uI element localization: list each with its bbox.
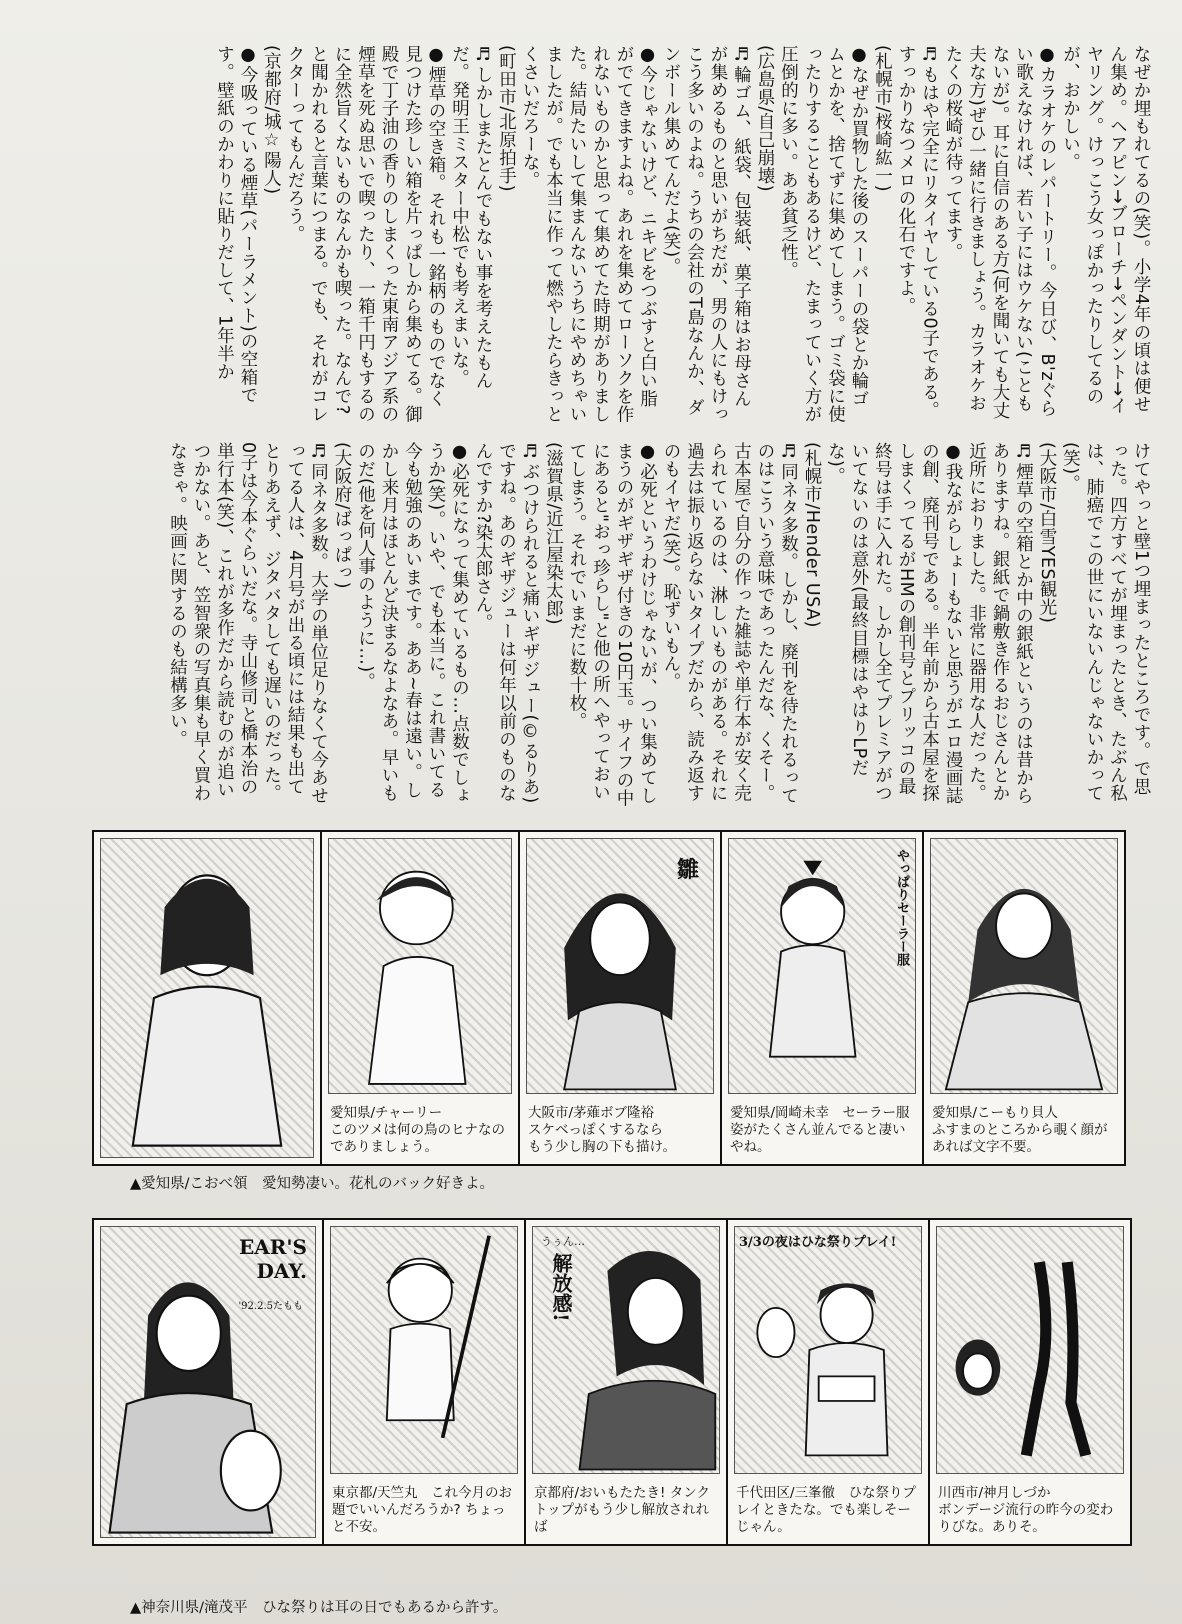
letter-paragraph: (京都府/城☆陽人)	[261, 45, 282, 195]
art-lettering: 解放感!	[549, 1253, 573, 1322]
panel-caption: 大阪市/茅薙ボブ隆裕 スケベっぽくするなら もう少し胸の下も描け。	[528, 1105, 676, 1155]
illustration-art	[734, 1226, 922, 1474]
illustration-art	[728, 838, 916, 1094]
reader-letters-lower	[112, 442, 1152, 812]
art-lettering: 雛	[676, 857, 699, 883]
panel-caption: 愛知県/岡崎未幸 セーラー服姿がたくさん並んでると凄いやね。	[730, 1105, 910, 1155]
letter-paragraph: (滋賀県/近江屋染太郎)	[543, 442, 564, 626]
letter-paragraph: (大阪市/白雪YES観光)	[1037, 442, 1057, 624]
illustration-panel-7	[322, 1218, 526, 1546]
art-lettering-small: うぅん…	[541, 1235, 585, 1248]
panel-caption: 東京都/天竺丸 これ今月のお題でいいんだろうか? ちょっと不安。	[332, 1485, 513, 1535]
panel-caption: 川西市/神月しづか ボンデージ流行の昨今の変わりびな。ありそ。	[938, 1485, 1114, 1535]
panel-caption: 京都府/おいもたたき! タンクトップがもう少し解放されれば	[534, 1485, 710, 1535]
letter-paragraph: ♬煙草の空箱とか中の銀紙というのは昔からありますね。銀紙で鍋敷き作るおじさんとか近所におりました。非常に器用な人だった。	[966, 442, 1034, 805]
letter-paragraph: (札幌市/桜崎紘一)	[872, 45, 893, 193]
letter-paragraph: ●今じゃないけど、ニキビをつぶすと白い脂がでてきますよね。あれを集めてローソクを作れないものかと思って集めてた時期がありました。結局たいして集まんないうちにやめちゃいましたが。でも本当に作って燃やしたらきっとくさいだろーな。	[520, 45, 658, 423]
letter-paragraph: ●我ながらしょーもないと思うがエロ漫画誌の創、廃刊号である。半年前から古本屋を探しまくってるがHMの創刊号とプリッコの最終号は手に入れた。しかし全てプレミアがついてないのは意外(最終目標はやはりLPだな)。	[825, 442, 963, 805]
illustration-art	[930, 838, 1118, 1094]
panel-caption: 愛知県/チャーリー このツメは何の鳥のヒナなのでありましょう。	[330, 1105, 505, 1155]
illustration-panel-5	[922, 830, 1126, 1166]
letter-paragraph: ●煙草の空き箱。それも一銘柄のものでなく見つけた珍しい箱を片っぱしから集めてる。御殿で丁子油の香りのしまくった東南アジア系の煙草を死ぬ思いで喫ったり、一箱千円もするのに全然旨くないものなんかも喫った。なんで?と聞かれると言葉につまる。でも、それがコレクターってもんだろう。	[285, 45, 446, 423]
illustration-art	[328, 838, 512, 1094]
illustration-panel-10	[928, 1218, 1132, 1546]
illustration-art	[100, 838, 314, 1158]
illustration-row-1	[92, 830, 1180, 1166]
illustration-art	[100, 1226, 316, 1538]
panel-caption: 愛知県/こーもり貝人 ふすまのところから覗く顔があれば文字不要。	[932, 1105, 1108, 1155]
letter-paragraph: ●必死になって集めているもの…点数でしょうか(笑)。いや、でも本当に。これ書いてる今も勉強のあいまです。ああ~春は遠い。しかし来月はほとんど決まるなよなあ。早いものだ(他を何人事のように…)。	[355, 442, 470, 805]
illustration-panel-9	[726, 1218, 930, 1546]
illustration-panel-6	[92, 1218, 324, 1546]
letter-paragraph: (広島県/自己崩壊)	[755, 45, 775, 193]
letter-paragraph: けてやっと壁1つ埋まったところです。で思った。四方すべてが埋まったとき、たぶん私は、肺癌でこの世にいないんじゃないかって(笑)。	[1060, 442, 1151, 802]
letter-paragraph: (札幌市/Hender USA)	[802, 442, 822, 628]
letter-paragraph: ♬輪ゴム、紙袋、包装紙、菓子箱はお母さんが集めるものと思いがちだが、男の人にもけっこう多いのよね。うちの会社のT島なんか、ダンボール集めてんだよ(笑)。	[661, 45, 752, 423]
panel-caption: 千代田区/三峯徹 ひな祭りプレイときたな。でも楽しそーじゃん。	[736, 1485, 917, 1535]
illustration-panel-4	[720, 830, 924, 1166]
illustration-panel-3	[518, 830, 722, 1166]
letter-paragraph: ●なぜか買物した後のスーパーの袋とか輪ゴムとかを、捨てずに集めてしまう。ゴミ袋に使ったりすることもあるけど、たまっていく方が圧倒的に多い。ああ貧乏性。	[778, 45, 869, 423]
letter-paragraph: ♬もはや完全にリタイヤしている0子である。すっかりなつメロの化石ですよ。	[896, 45, 940, 420]
letter-paragraph: なぜか埋もれてるの(笑)。小学4年の頃は便せん集め。ヘアピン→ブローチ→ペンダント→イヤリング。けっこう女っぽかったりしてるのが、おかしい。	[1060, 45, 1151, 415]
letter-paragraph: ●必死というわけじゃないが、つい集めてしまうのがギザギザ付きの10円玉。サイフの中にあると"おっ珍らし"と他の所へやっておいてしまう。それでいまだに数十枚。	[567, 442, 658, 808]
row2-footnote: ▲神奈川県/滝茂平 ひな祭りは耳の日でもあるから許す。	[130, 1600, 508, 1616]
art-lettering: 3/3の夜はひな祭りプレイ!	[739, 1235, 897, 1250]
illustration-art	[526, 838, 714, 1094]
row1-footnote: ▲愛知県/こおべ領 愛知勢凄い。花札のバック好きよ。	[130, 1176, 495, 1192]
art-date: '92.2.5たもも	[238, 1301, 303, 1312]
letter-paragraph: ♬同ネタ多数。大学の単位足りなくて今あせってる人は、4月号が出る頃には結果も出てとりあえず、ジタバタしても遅いのだった。0子は今本ぐらいだな。寺山修司と橋本治の単行本(笑)、これが多作だから読むのが追いつかない。あと、笠智衆の写真集も早く買わなきゃ。映画に関するのも結構多い。	[167, 442, 329, 805]
illustration-art	[330, 1226, 518, 1474]
illustration-art	[936, 1226, 1124, 1474]
illustration-panel-2	[320, 830, 520, 1166]
art-lettering: EAR'S DAY.	[239, 1235, 307, 1283]
letter-paragraph: ♬同ネタ多数。しかし、廃刊を待たれるってのはこういう意味であったんだな、くそー。古本屋で自分の作った雑誌や単行本が安く売られているのは、淋しいものがある。それに過去は振り返らないタイプだから、読み返すのもイヤだ(笑)。恥ずいもん。	[661, 442, 799, 805]
letter-paragraph: ♬しかしまたとんでもない事を考えたもんだ。発明王ミスター中松でも考えまいな。	[449, 45, 493, 390]
illustration-art	[532, 1226, 720, 1474]
letter-paragraph: (町田市/北原拍手)	[496, 45, 517, 193]
art-lettering: やっぱりセーラー服	[894, 849, 909, 966]
illustration-panel-1	[92, 830, 322, 1166]
letter-paragraph: ●カラオケのレパートリー。今日び、B'zぐらい歌えなければ、若い子にはウケない(こともないが)。耳に自信のある方(何を聞いても大丈夫な方)ぜひ一緒に行きましょう。カラオケおたくの桜崎が待ってます。	[943, 45, 1057, 420]
letter-paragraph: ●今吸っている煙草(パーラメント)の空箱です。壁紙のかわりに貼りだして、1年半か	[214, 45, 258, 405]
reader-letters-upper	[112, 45, 1152, 425]
illustration-panel-8	[524, 1218, 728, 1546]
illustration-row-2	[92, 1218, 1180, 1546]
letter-paragraph: (大阪府/ばっぱっ)	[332, 442, 352, 590]
letter-paragraph: ♬ぶつけられると痛いギザジュー(©るりあ)ですね。あのギザジューは何年以前のものなんですか?染太郎さん。	[473, 442, 540, 804]
